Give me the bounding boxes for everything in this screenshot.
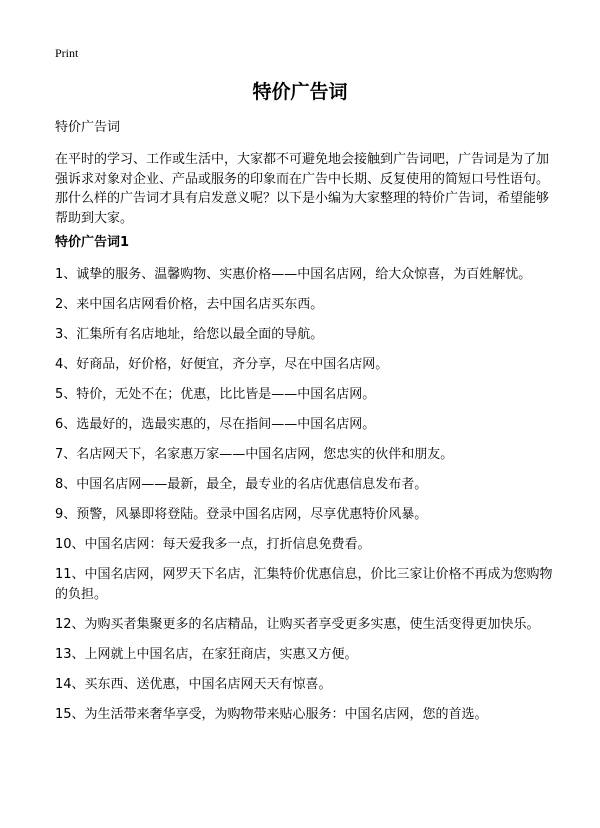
slogan-item: 2、来中国名店网看价格，去中国名店买东西。 (55, 297, 324, 312)
slogan-item: 1、诚挚的服务、温馨购物、实惠价格——中国名店网，给大众惊喜，为百姓解忧。 (55, 267, 532, 282)
slogan-list (55, 265, 555, 735)
slogan-item: 11、中国名店网，网罗天下名店，汇集特价优惠信息，价比三家让价格不再成为您购物的负担。 (55, 567, 553, 602)
slogan-item: 3、汇集所有名店地址，给您以最全面的导航。 (55, 327, 324, 342)
page-title: 特价广告词 (252, 81, 348, 103)
document-subtitle: 特价广告词 (55, 120, 121, 135)
slogan-item: 14、买东西、送优惠，中国名店网天天有惊喜。 (55, 676, 332, 692)
slogan-item: 4、好商品，好价格，好便宜，齐分享，尽在中国名店网。 (55, 357, 389, 372)
print-link[interactable]: Print (55, 46, 79, 60)
slogan-item: 9、预警，风暴即将登陆。登录中国名店网，尽享优惠特价风暴。 (55, 507, 428, 522)
section-heading: 特价广告词1 (55, 235, 130, 250)
slogan-item: 15、为生活带来奢华享受，为购物带来贴心服务：中国名店网，您的首选。 (55, 706, 488, 722)
slogan-item: 7、名店网天下，名家惠万家——中国名店网，您忠实的伙伴和朋友。 (55, 447, 454, 462)
slogan-item: 5、特价，无处不在；优惠，比比皆是——中国名店网。 (55, 387, 376, 402)
intro-paragraph: 在平时的学习、工作或生活中，大家都不可避免地会接触到广告词吧，广告词是为了加强诉求对象对企业、产品或服务的印象而在广告中长期、反复使用的简短口号性语句。那什么样的广告词才具有启发意义呢？以下是小编为大家整理的特价广告词，希望能够帮助到大家。 (55, 152, 550, 226)
slogan-item: 12、为购买者集聚更多的名店精品，让购买者享受更多实惠，使生活变得更加快乐。 (55, 616, 540, 632)
slogan-item: 10、中国名店网：每天爱我多一点，打折信息免费看。 (55, 537, 371, 552)
slogan-item: 6、选最好的，选最实惠的，尽在指间——中国名店网。 (55, 417, 376, 432)
slogan-item: 8、中国名店网——最新，最全，最专业的名店优惠信息发布者。 (55, 477, 428, 492)
slogan-item: 13、上网就上中国名店，在家狂商店，实惠又方便。 (55, 646, 358, 662)
